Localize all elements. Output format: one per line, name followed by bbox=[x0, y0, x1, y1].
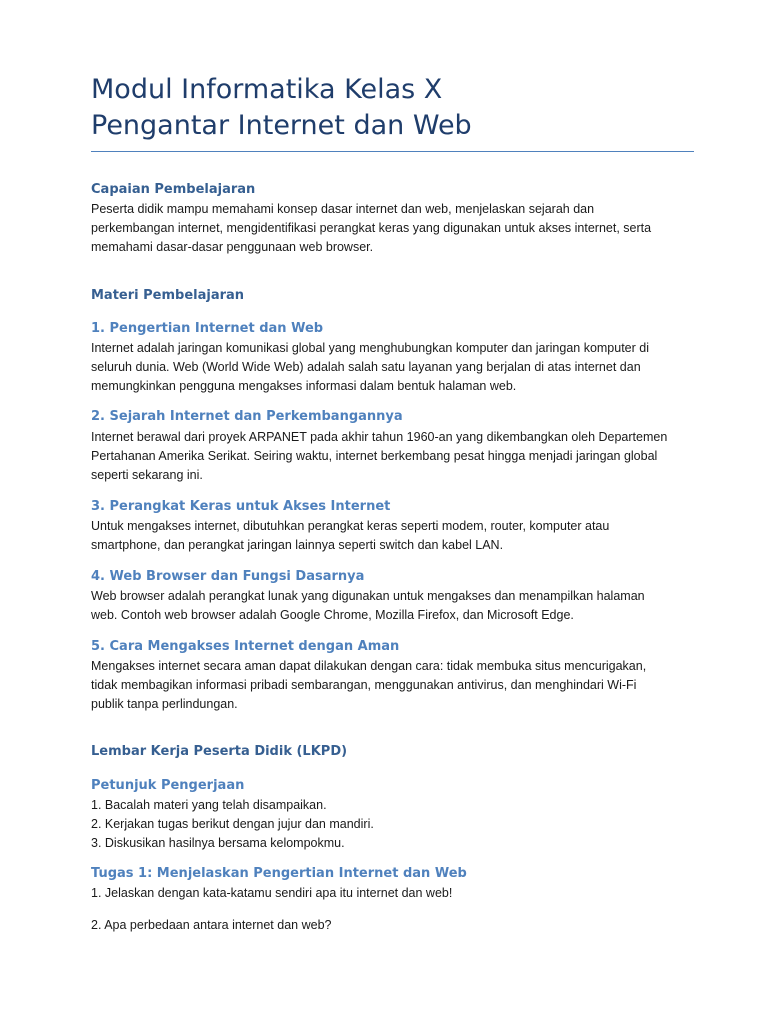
materi-2-line: Pertahanan Amerika Serikat. Seiring waktu, internet berkembang pesat hingga menjadi jaringan global bbox=[91, 449, 658, 463]
petunjuk-item: 3. Diskusikan hasilnya bersama kelompokmu. bbox=[91, 836, 345, 850]
capaian-paragraph bbox=[91, 200, 691, 257]
materi-5-paragraph bbox=[91, 657, 691, 714]
materi-2-paragraph bbox=[91, 428, 691, 485]
capaian-heading: Capaian Pembelajaran bbox=[91, 182, 256, 197]
materi-3-paragraph bbox=[91, 517, 691, 555]
materi-4-heading: 4. Web Browser dan Fungsi Dasarnya bbox=[91, 569, 365, 584]
petunjuk-item: 2. Kerjakan tugas berikut dengan jujur dan mandiri. bbox=[91, 817, 374, 831]
materi-4-line: web. Contoh web browser adalah Google Chrome, Mozilla Firefox, dan Microsoft Edge. bbox=[91, 608, 574, 622]
materi-3-line: smartphone, dan perangkat jaringan lainnya seperti switch dan kabel LAN. bbox=[91, 538, 504, 552]
tugas-1-question-1 bbox=[91, 884, 691, 903]
question-text: 1. Jelaskan dengan kata-katamu sendiri apa itu internet dan web! bbox=[91, 886, 453, 900]
materi-2-heading: 2. Sejarah Internet dan Perkembangannya bbox=[91, 409, 403, 424]
materi-2-line: Internet berawal dari proyek ARPANET pada akhir tahun 1960-an yang dikembangkan oleh Departemen bbox=[91, 430, 668, 444]
materi-3-line: Untuk mengakses internet, dibutuhkan perangkat keras seperti modem, router, komputer atau bbox=[91, 519, 610, 533]
capaian-line: memahami dasar-dasar penggunaan web browser. bbox=[91, 240, 374, 254]
title-line-2: Pengantar Internet dan Web bbox=[91, 110, 472, 141]
materi-5-line: Mengakses internet secara aman dapat dilakukan dengan cara: tidak membuka situs mencurigakan, bbox=[91, 659, 647, 673]
capaian-line: perkembangan internet, mengidentifikasi perangkat keras yang digunakan untuk akses internet, serta bbox=[91, 221, 652, 235]
materi-5-line: publik tanpa perlindungan. bbox=[91, 697, 238, 711]
petunjuk-item: 1. Bacalah materi yang telah disampaikan. bbox=[91, 798, 327, 812]
petunjuk-heading: Petunjuk Pengerjaan bbox=[91, 778, 245, 793]
materi-1-line: seluruh dunia. Web (World Wide Web) adalah salah satu layanan yang berjalan di atas internet dan bbox=[91, 360, 641, 374]
petunjuk-list bbox=[91, 796, 691, 853]
materi-5-line: tidak membagikan informasi pribadi sembarangan, menggunakan antivirus, dan menghindari Wi-Fi bbox=[91, 678, 637, 692]
materi-1-heading: 1. Pengertian Internet dan Web bbox=[91, 321, 324, 336]
materi-2-line: seperti sekarang ini. bbox=[91, 468, 203, 482]
lkpd-heading: Lembar Kerja Peserta Didik (LKPD) bbox=[91, 744, 348, 759]
materi-4-paragraph bbox=[91, 587, 691, 625]
materi-1-line: Internet adalah jaringan komunikasi global yang menghubungkan komputer dan jaringan komputer di bbox=[91, 341, 650, 355]
capaian-line: Peserta didik mampu memahami konsep dasar internet dan web, menjelaskan sejarah dan bbox=[91, 202, 595, 216]
materi-heading: Materi Pembelajaran bbox=[91, 288, 245, 303]
tugas-1-heading: Tugas 1: Menjelaskan Pengertian Internet dan Web bbox=[91, 866, 467, 881]
materi-5-heading: 5. Cara Mengakses Internet dengan Aman bbox=[91, 639, 400, 654]
materi-3-heading: 3. Perangkat Keras untuk Akses Internet bbox=[91, 499, 391, 514]
materi-4-line: Web browser adalah perangkat lunak yang digunakan untuk mengakses dan menampilkan halaman bbox=[91, 589, 645, 603]
title-line-1: Modul Informatika Kelas X bbox=[91, 74, 443, 105]
materi-1-line: memungkinkan pengguna mengakses informasi dalam bentuk halaman web. bbox=[91, 379, 517, 393]
title-divider bbox=[91, 151, 694, 152]
document-title bbox=[91, 72, 701, 144]
materi-1-paragraph bbox=[91, 339, 691, 396]
question-text: 2. Apa perbedaan antara internet dan web? bbox=[91, 918, 332, 932]
tugas-1-question-2 bbox=[91, 916, 691, 935]
